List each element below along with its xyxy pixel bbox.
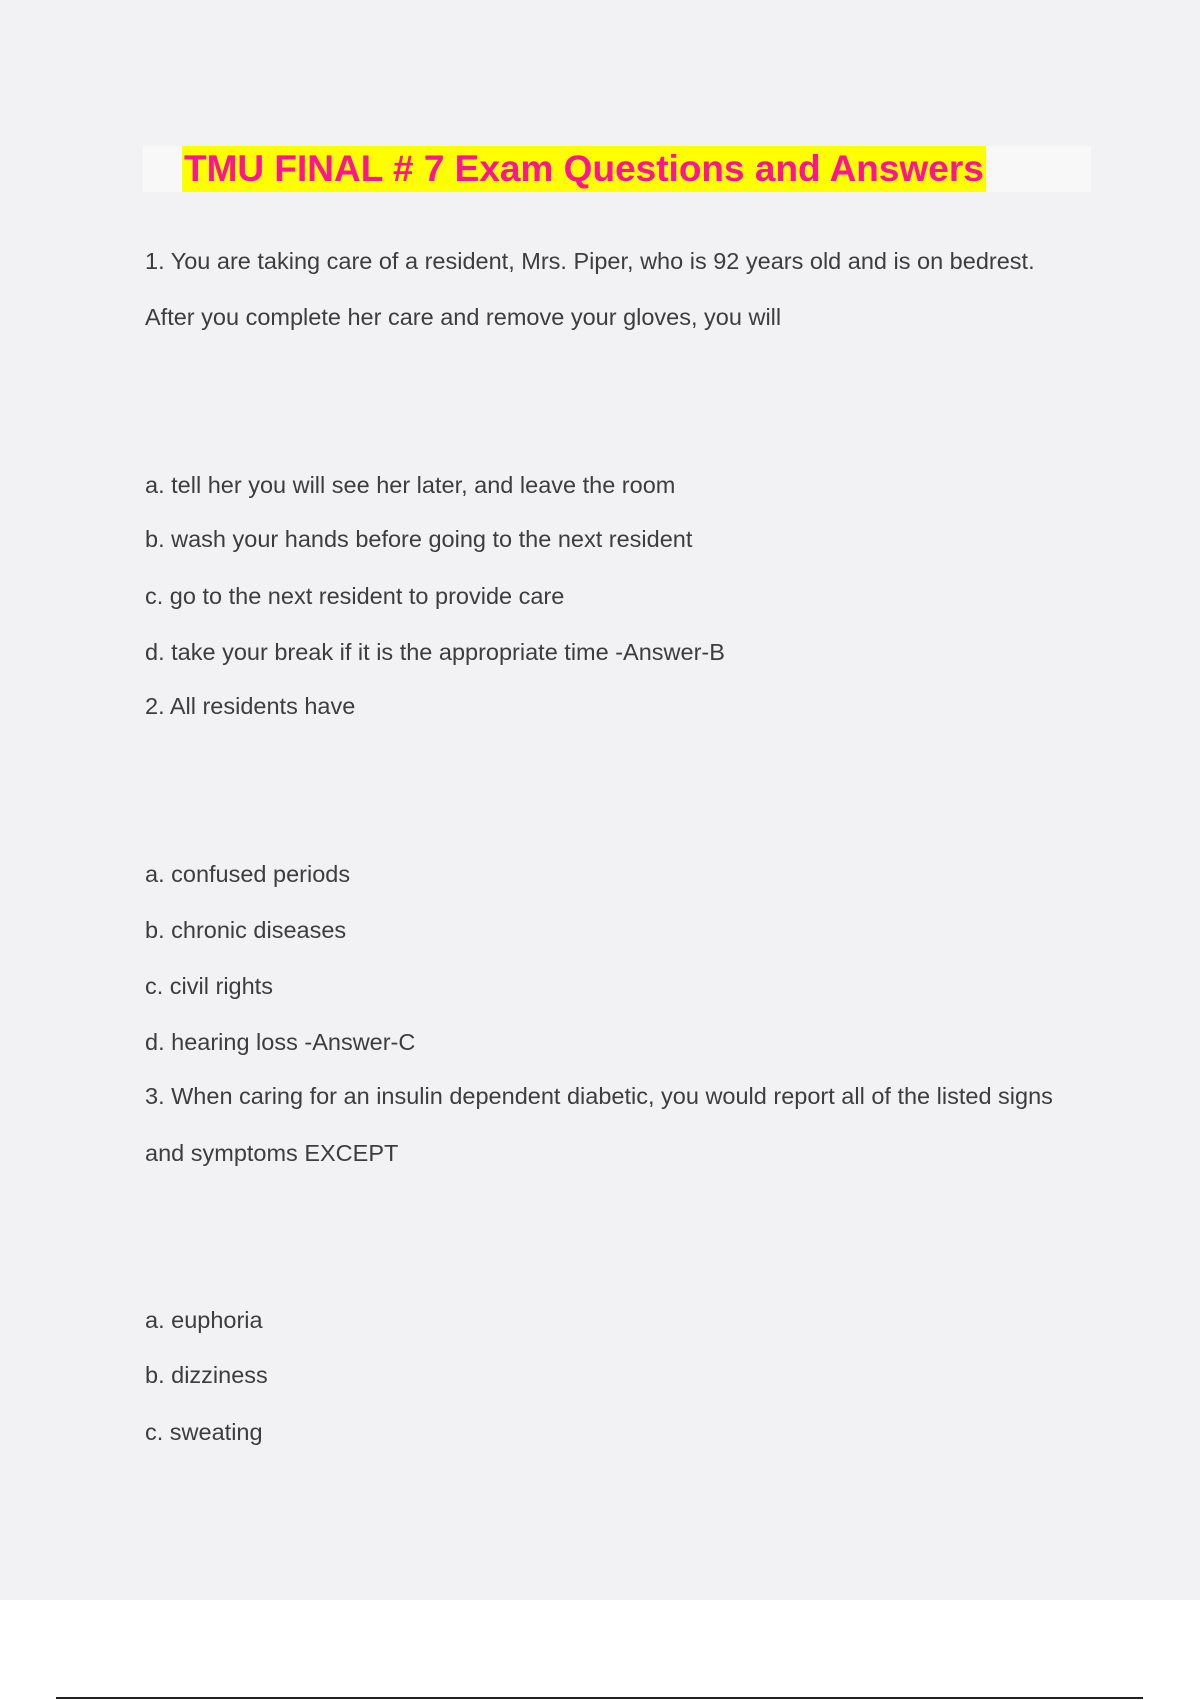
question-2-prompt-line-1: 2. All residents have xyxy=(145,693,356,719)
question-1-prompt-line-2: After you complete her care and remove your gloves, you will xyxy=(145,304,782,330)
question-1-option-c: c. go to the next resident to provide care xyxy=(145,583,565,609)
question-2-option-d: d. hearing loss -Answer-C xyxy=(145,1029,416,1055)
question-1-option-d: d. take your break if it is the appropriate time -Answer-B xyxy=(145,639,725,665)
footer-rule xyxy=(56,1697,1143,1699)
question-2-option-c: c. civil rights xyxy=(145,973,273,999)
question-1-option-b: b. wash your hands before going to the next resident xyxy=(145,526,693,552)
document-title: TMU FINAL # 7 Exam Questions and Answers xyxy=(182,146,986,192)
question-3-option-b: b. dizziness xyxy=(145,1362,268,1388)
question-1-prompt-line-1: 1. You are taking care of a resident, Mrs. Piper, who is 92 years old and is on bedrest. xyxy=(145,248,1035,274)
question-2-option-b: b. chronic diseases xyxy=(145,917,347,943)
question-3-prompt-line-2: and symptoms EXCEPT xyxy=(145,1140,399,1166)
question-1-option-a: a. tell her you will see her later, and leave the room xyxy=(145,472,676,498)
question-2-option-a: a. confused periods xyxy=(145,861,351,887)
question-3-prompt-line-1: 3. When caring for an insulin dependent diabetic, you would report all of the listed signs xyxy=(145,1083,1053,1109)
question-3-option-a: a. euphoria xyxy=(145,1307,263,1333)
question-3-option-c: c. sweating xyxy=(145,1419,263,1445)
